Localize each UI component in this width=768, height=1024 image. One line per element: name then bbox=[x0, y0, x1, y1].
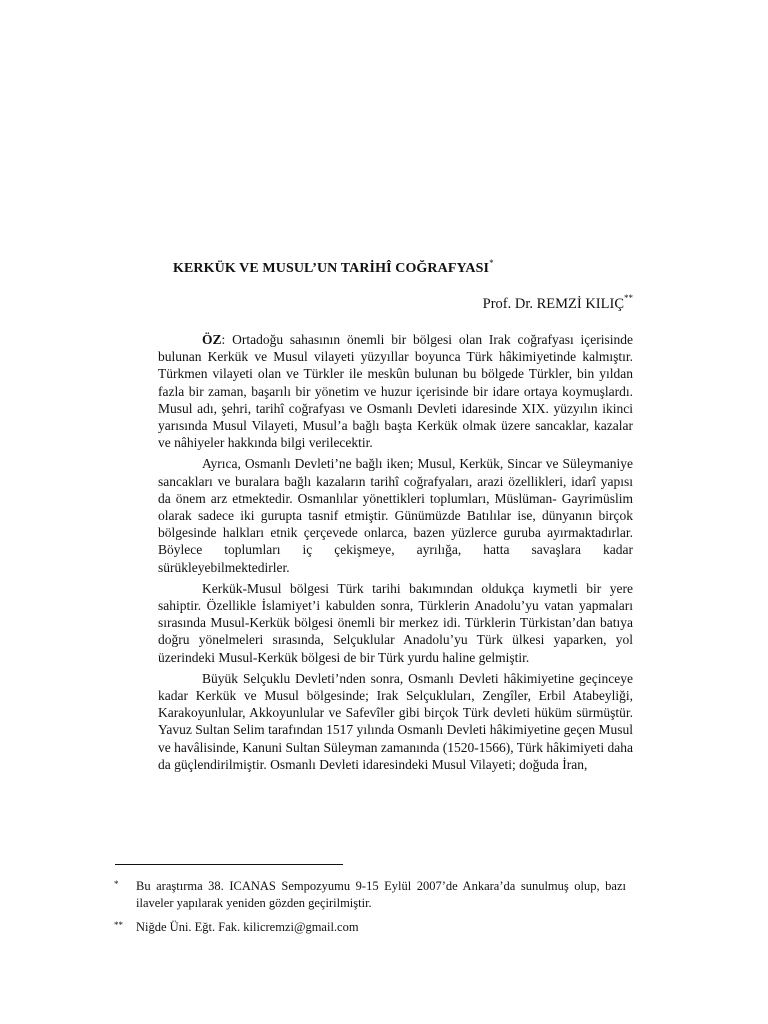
footnote-text: Niğde Üni. Eğt. Fak. kilicremzi@gmail.com bbox=[136, 920, 359, 934]
footnote-mark: * bbox=[114, 879, 119, 889]
article-title bbox=[173, 258, 494, 277]
author-footnote-mark: ** bbox=[624, 293, 633, 303]
author-name: Prof. Dr. REMZİ KILIÇ bbox=[482, 296, 624, 312]
body-paragraph: Büyük Selçuklu Devleti’nden sonra, Osmanlı Devleti hâkimiyetine geçinceye kadar Kerkük ve Musul bölgesinde; Irak Selçukluları, Zengîler, Erbil Atabeyliği, Karakoyunlular, Akkoyunlular ve Safevîler gibi birçok Türk devleti hüküm sürmüştür. Yavuz Sultan Selim tarafından 1517 yılında Osmanlı Devleti hâkimiyetine geçen Musul ve havâlisinde, Kanuni Sultan Süleyman zamanında (1520-1566), Türk hâkimiyeti daha da güçlendirilmiştir. Osmanlı Devleti idaresindeki Musul Vilayeti; doğuda İran, bbox=[158, 670, 633, 772]
abstract-label: ÖZ bbox=[202, 332, 222, 347]
abstract-text: : Ortadoğu sahasının önemli bir bölgesi olan Irak coğrafyası içerisinde bulunan Kerkük ve Musul vilayeti yüzyıllar boyunca Türk hâkimiyetinde kalmıştır. Türkmen vilayeti olan ve Türkler ile meskûn bulunan bu bölgede Türkler, bin yıldan fazla bir zaman, başarılı bir yönetim ve huzur içerisinde bir idare ortaya koymuşlardı. Musul adı, şehri, tarihî coğrafyası ve Osmanlı Devleti idaresinde XIX. yüzyılın ikinci yarısında Musul Vilayeti, Musul’a bağlı başta Kerkük olmak üzere sancaklar, kazalar ve nâhiyeler hakkında bilgi verilecektir. bbox=[158, 332, 633, 451]
body-paragraph: Ayrıca, Osmanlı Devleti’ne bağlı iken; Musul, Kerkük, Sincar ve Süleymaniye sancakları ve buralara bağlı kazaların tarihî coğrafyaları, arazi özellikleri, idarî yapısı da önem arz etmektedir. Osmanlılar yönettikleri toplumları, Müslüman- Gayrimüslim olarak sadece iki gurupta tasnif etmiştir. Günümüzde Batılılar ise, dünyanın birçok bölgesinde halkları etnik çerçevede onlarca, bazen yüzlerce guruba ayırmaktadırlar. Böylece toplumları iç çekişmeye, ayrılığa, hatta savaşlara kadar sürükleyebilmektedirler. bbox=[158, 456, 633, 575]
abstract-paragraph bbox=[158, 331, 633, 451]
body-paragraph: Kerkük-Musul bölgesi Türk tarihi bakımından oldukça kıymetli bir yere sahiptir. Özellikle İslamiyet’i kabulden sonra, Türklerin Anadolu’yu vatan yapmaları sırasında Musul-Kerkük bölgesi önemli bir merkez idi. Türklerin Türkistan’dan batıya doğru yönelmeleri sırasında, Selçuklular Anadolu’yu Türk ülkesi yaparken, yol üzerindeki Musul-Kerkük bölgesi de bir Türk yurdu haline gelmiştir. bbox=[158, 580, 633, 665]
footnote-mark: ** bbox=[114, 920, 123, 930]
author-line bbox=[482, 293, 633, 313]
footnote-text: Bu araştırma 38. ICANAS Sempozyumu 9-15 Eylül 2007’de Ankara’da sunulmuş olup, bazı ilaveler yapılarak yeniden gözden geçirilmiştir. bbox=[136, 879, 626, 910]
article-body bbox=[158, 331, 633, 777]
title-footnote-mark: * bbox=[489, 258, 494, 268]
footnote-divider bbox=[115, 864, 343, 865]
article-title-text: KERKÜK VE MUSUL’UN TARİHÎ COĞRAFYASI bbox=[173, 261, 490, 276]
